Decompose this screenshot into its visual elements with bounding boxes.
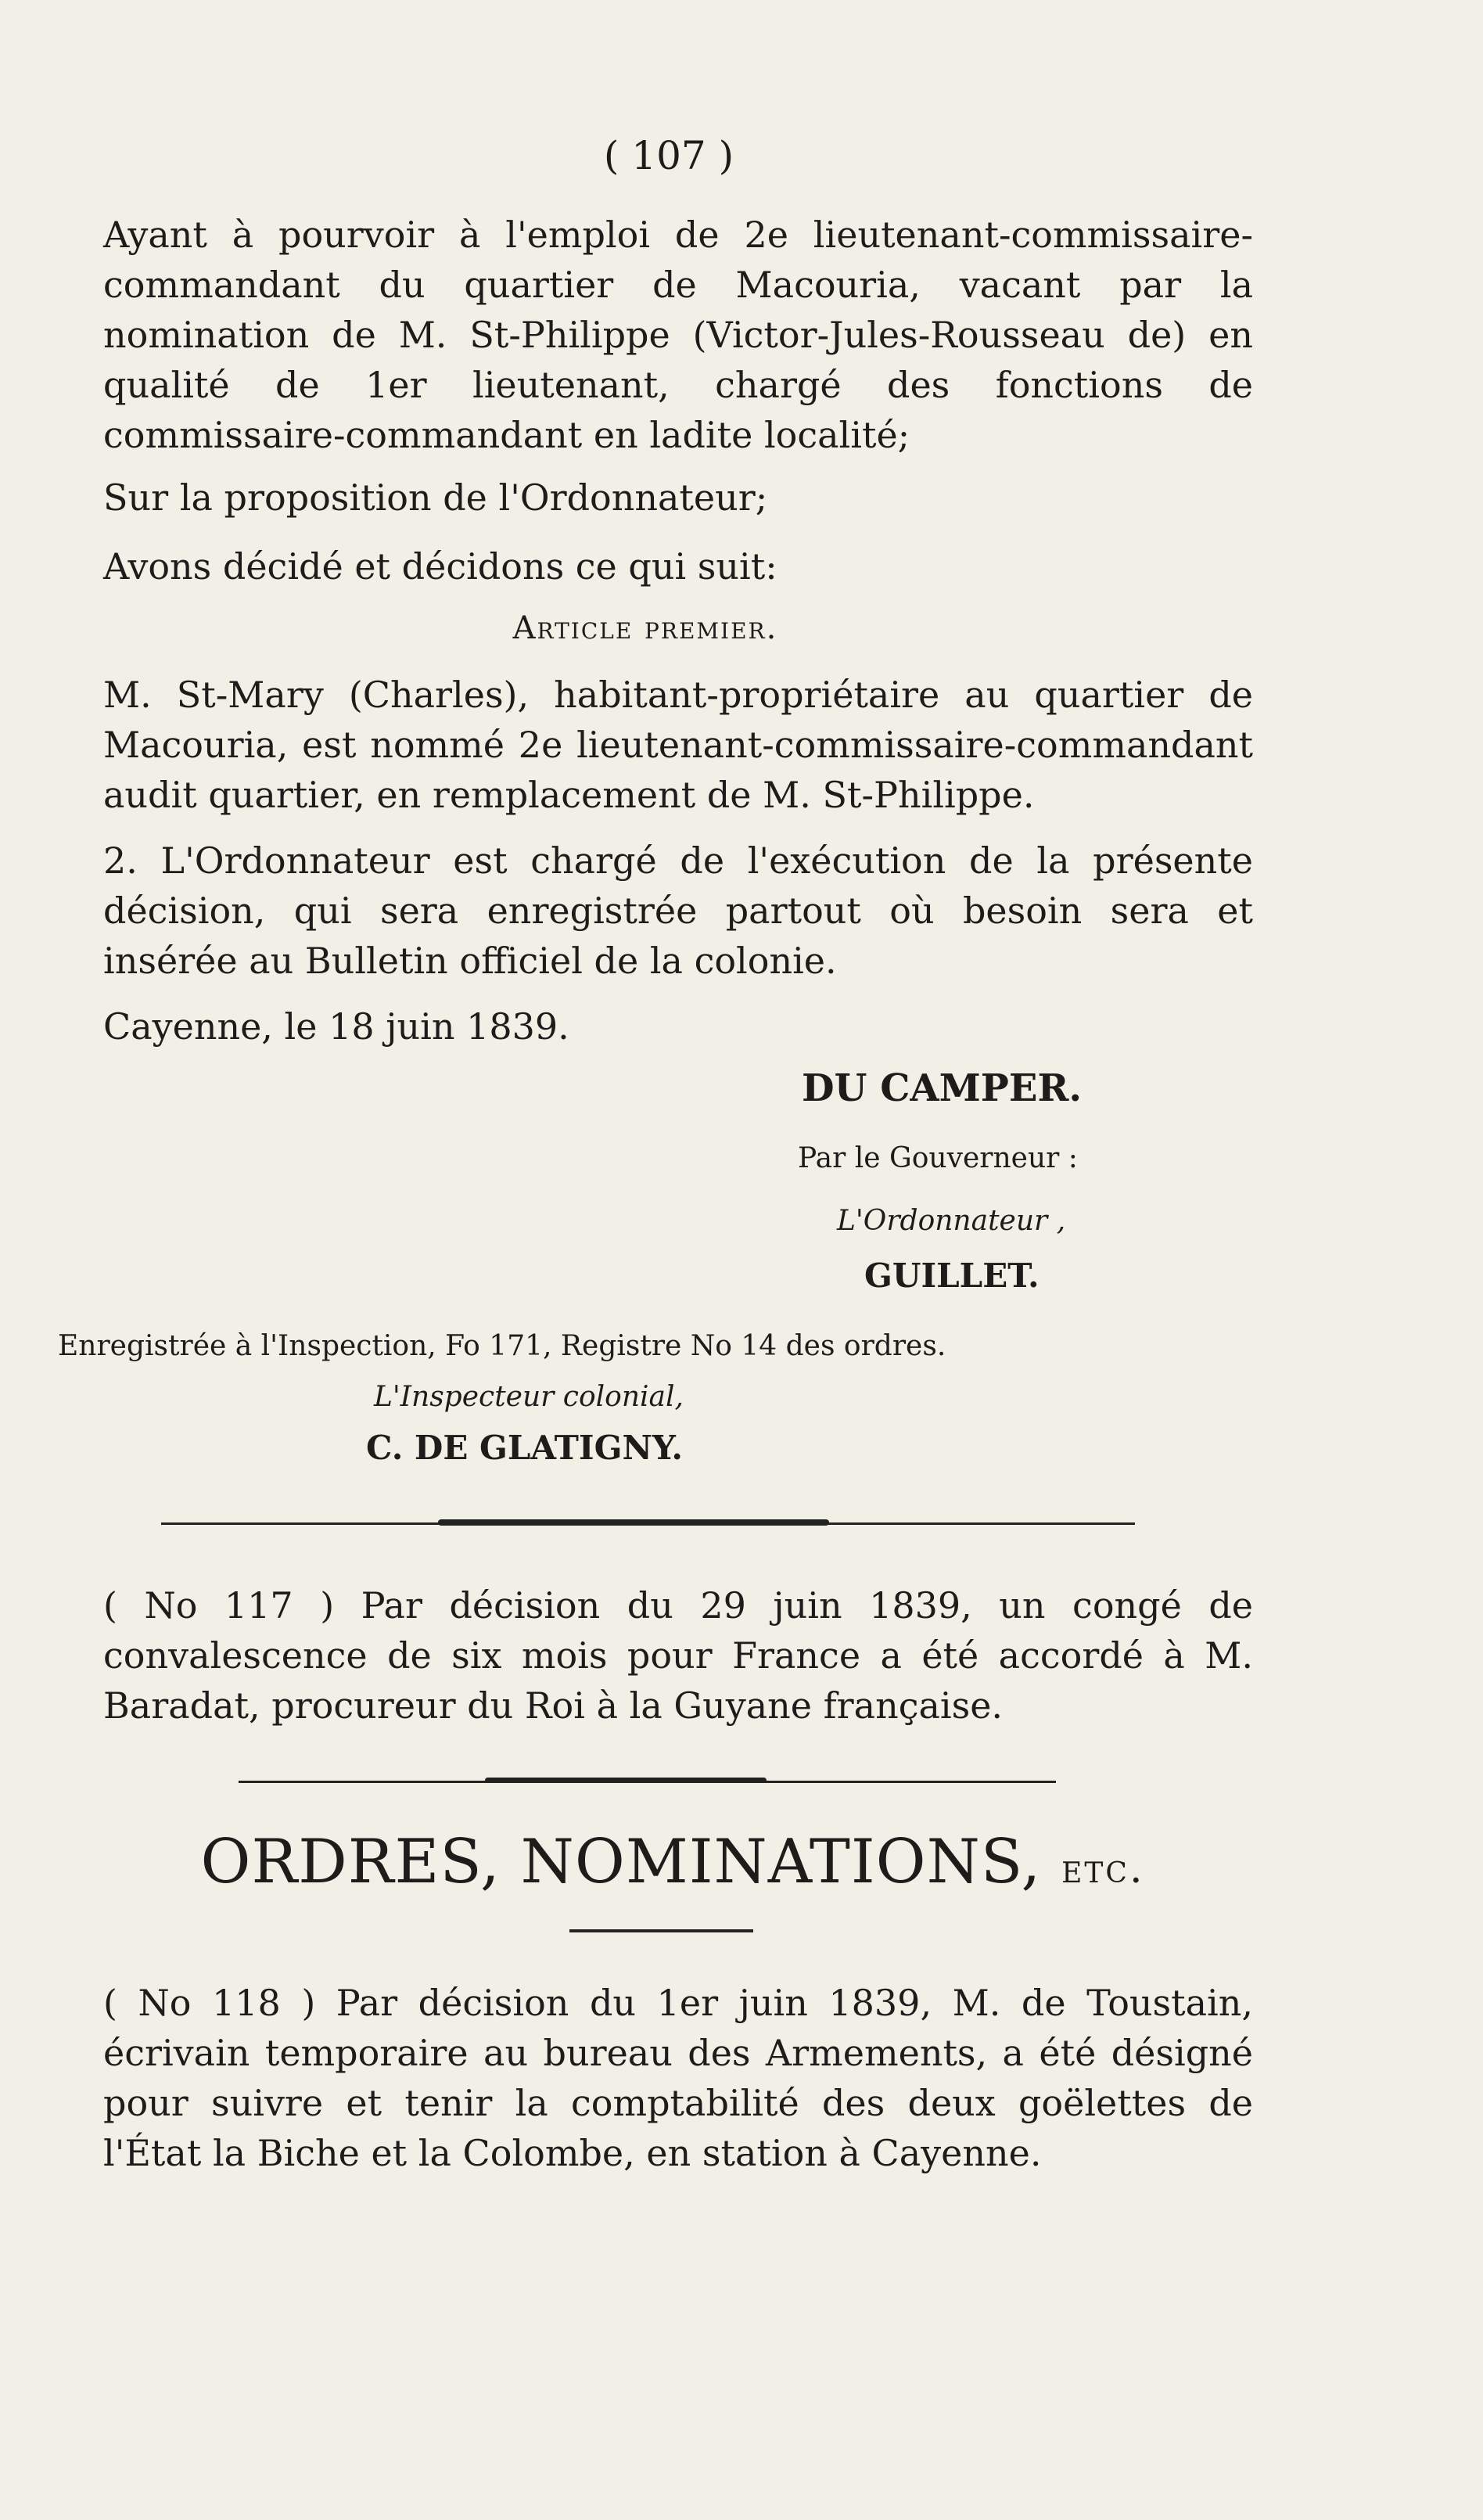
governor-signature: DU CAMPER.: [802, 1066, 1083, 1110]
section-title-etc: etc.: [1061, 1846, 1145, 1893]
decision-line: Avons décidé et décidons ce qui suit:: [103, 545, 777, 588]
section-divider-rule-thick: [438, 1519, 829, 1526]
place-date-line: Cayenne, le 18 juin 1839.: [103, 1005, 569, 1048]
page-number: ( 107 ): [603, 133, 734, 178]
article-2-paragraph: 2. L'Ordonnateur est chargé de l'exécution de la présente décision, qui sera enregistrée partout où besoin sera et insérée au Bulletin officiel de la colonie.: [103, 839, 1253, 982]
notice-118-paragraph: ( No 118 ) Par décision du 1er juin 1839, M. de Toustain, écrivain temporaire au bureau des Armements, a été désigné pour suivre et tenir la comptabilité des deux goëlettes de l'État la Biche et la Colombe, en station à Cayenne.: [103, 1982, 1253, 2174]
section-title-main: ORDRES, NOMINATIONS,: [200, 1827, 1042, 1897]
section-title-underline: [569, 1929, 753, 1932]
article-1-paragraph: M. St-Mary (Charles), habitant-propriétaire au quartier de Macouria, est nommé 2e lieutenant-commissaire-commandant audit quartier, en remplacement de M. St-Philippe.: [103, 674, 1253, 816]
ordonnateur-signature: GUILLET.: [864, 1256, 1040, 1295]
notice-divider-rule-thick: [485, 1778, 767, 1783]
proposition-line: Sur la proposition de l'Ordonnateur;: [103, 476, 768, 519]
preamble-paragraph: Ayant à pourvoir à l'emploi de 2e lieutenant-commissaire-commandant du quartier de Macouria, vacant par la nomination de M. St-Philippe (Victor-Jules-Rousseau de) en qualité de 1er lieutenant, chargé des fonctions de commissaire-commandant en ladite localité;: [103, 214, 1253, 456]
registration-line: Enregistrée à l'Inspection, Fo 171, Registre No 14 des ordres.: [58, 1330, 946, 1362]
ordonnateur-title: L'Ordonnateur ,: [837, 1205, 1066, 1237]
inspector-title: L'Inspecteur colonial,: [374, 1381, 684, 1413]
inspector-signature: C. DE GLATIGNY.: [366, 1429, 684, 1467]
article-heading: Article premier.: [512, 610, 778, 646]
notice-117-paragraph: ( No 117 ) Par décision du 29 juin 1839, un congé de convalescence de six mois pour France a été accordé à M. Baradat, procureur du Roi à la Guyane française.: [103, 1584, 1253, 1727]
by-governor-label: Par le Gouverneur :: [798, 1142, 1078, 1174]
section-title: [0, 1827, 1345, 1897]
